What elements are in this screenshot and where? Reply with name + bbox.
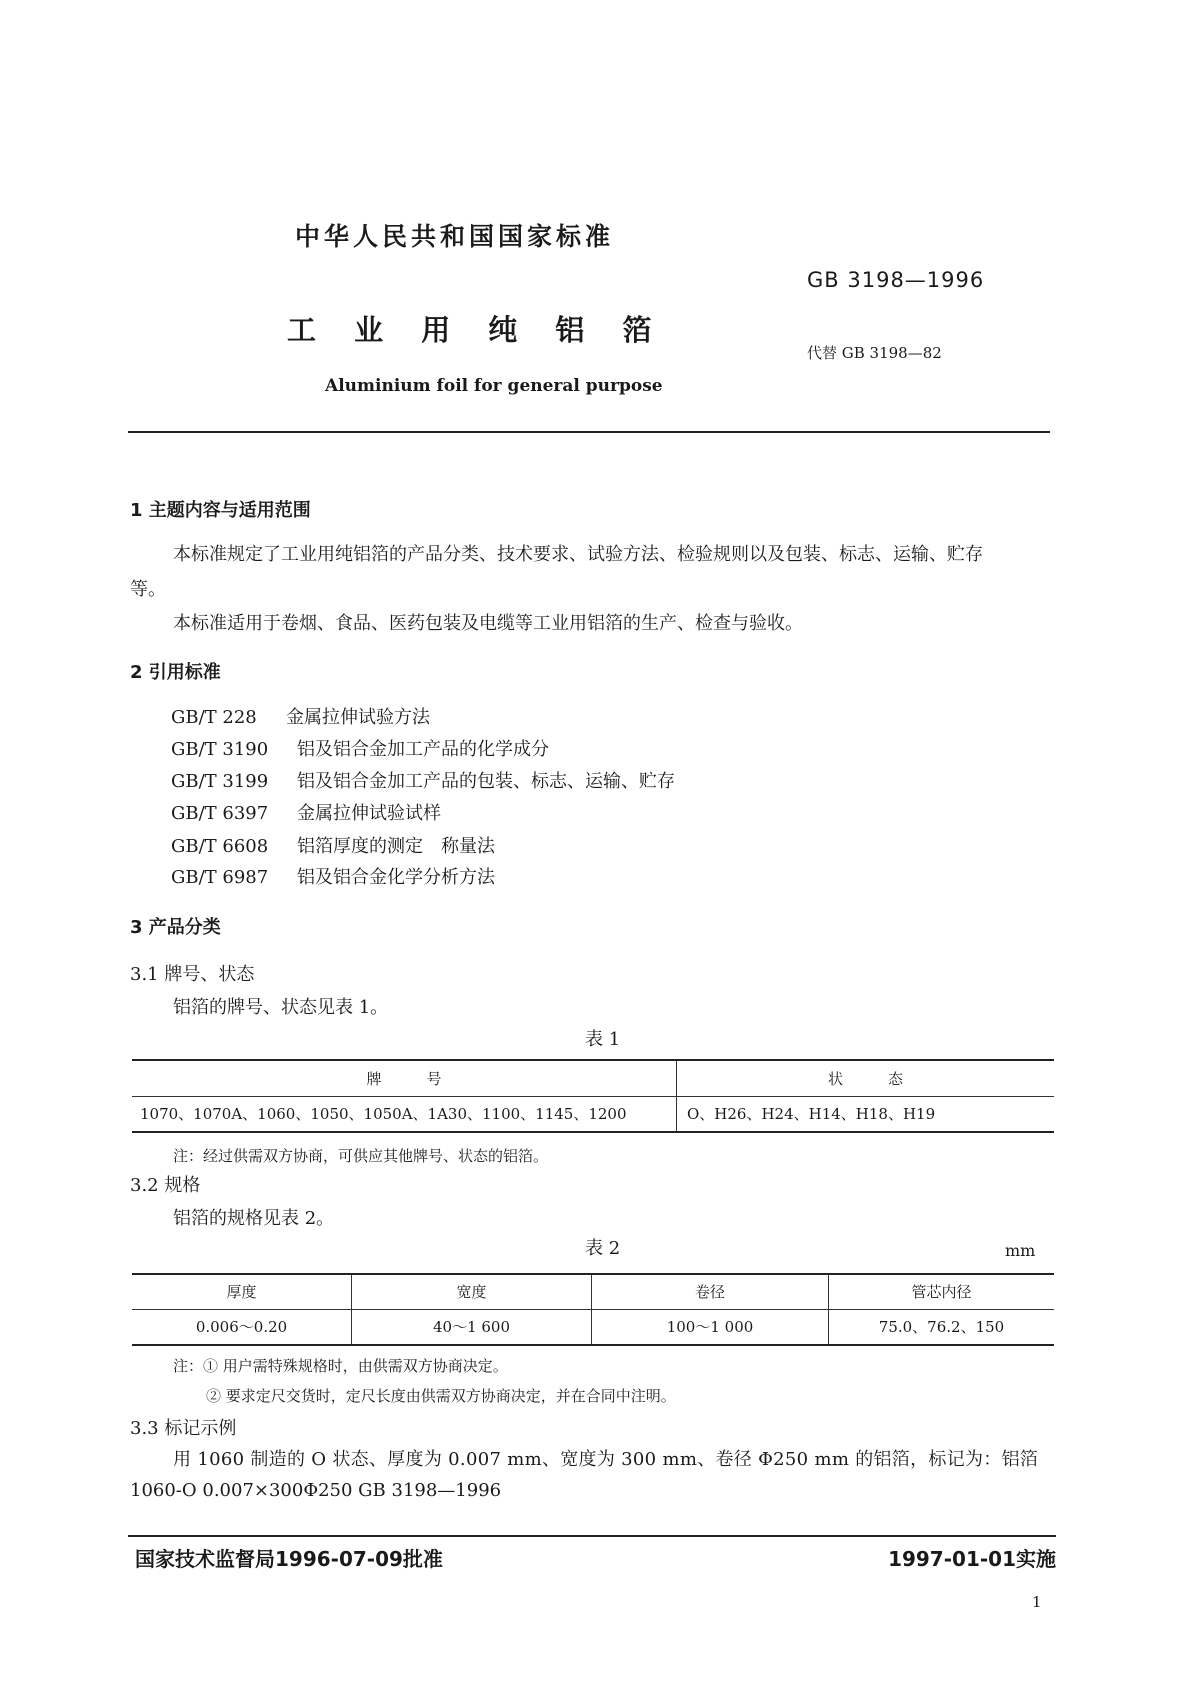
table-header: 状 态 <box>677 1060 1055 1096</box>
table-cell: O、H26、H24、H14、H18、H19 <box>677 1096 1055 1132</box>
header-rule <box>128 431 1050 433</box>
national-standard-heading: 中华人民共和国国家标准 <box>295 222 615 251</box>
table-2-note: 注：① 用户需特殊规格时，由供需双方协商决定。 <box>173 1357 508 1375</box>
subsection-3-3: 3.3 标记示例 <box>130 1418 237 1439</box>
page-number: 1 <box>1032 1593 1042 1611</box>
reference-code: GB/T 228 <box>171 707 257 728</box>
paragraph-cont: 1060-O 0.007×300Φ250 GB 3198—1996 <box>130 1480 502 1501</box>
title-cn: 工 业 用 纯 铝 箔 <box>287 313 666 347</box>
replaces-note: 代替 GB 3198—82 <box>807 344 942 362</box>
table-cell: 0.006～0.20 <box>195 1318 288 1337</box>
paragraph: 铝箔的牌号、状态见表 1。 <box>173 997 389 1018</box>
reference-code: GB/T 6987 <box>171 867 269 888</box>
table-cell: 100～1 000 <box>592 1309 829 1345</box>
reference-title: 铝及铝合金加工产品的化学成分 <box>297 739 549 760</box>
reference-code: GB/T 3199 <box>171 771 269 792</box>
table-1-note: 注：经过供需双方协商，可供应其他牌号、状态的铝箔。 <box>173 1147 549 1165</box>
paragraph: 铝箔的规格见表 2。 <box>173 1208 335 1229</box>
title-en: Aluminium foil for general purpose <box>325 376 663 396</box>
standard-code: GB 3198—1996 <box>807 268 985 292</box>
paragraph: 用 1060 制造的 O 状态、厚度为 0.007 mm、宽度为 300 mm、卷径 Φ250 mm 的铝箔，标记为：铝箔 <box>173 1449 1039 1470</box>
table-header: 卷径 <box>592 1274 829 1309</box>
subsection-3-2: 3.2 规格 <box>130 1175 201 1196</box>
paragraph: 本标准适用于卷烟、食品、医药包装及电缆等工业用铝箔的生产、检查与验收。 <box>173 613 803 634</box>
table-2-note: ② 要求定尺交货时，定尺长度由供需双方协商决定，并在合同中注明。 <box>206 1387 676 1405</box>
table-header: 宽度 <box>352 1274 592 1309</box>
table-cell: 75.0、76.2、150 <box>829 1309 1055 1345</box>
approval-date: 国家技术监督局1996-07-09批准 <box>135 1547 443 1571</box>
paragraph-cont: 等。 <box>130 579 166 600</box>
table-cell: 1070、1070A、1060、1050、1050A、1A30、1100、1145、1200 <box>140 1105 627 1124</box>
subsection-3-1: 3.1 牌号、状态 <box>130 964 255 985</box>
table-header: 厚度 <box>226 1283 257 1302</box>
table-header: 管芯内径 <box>829 1274 1055 1309</box>
reference-code: GB/T 3190 <box>171 739 269 760</box>
section-1-heading: 1 主题内容与适用范围 <box>130 500 311 521</box>
effective-date: 1997-01-01实施 <box>888 1547 1056 1571</box>
reference-title: 金属拉伸试验试样 <box>297 803 441 824</box>
reference-title: 铝及铝合金加工产品的包装、标志、运输、贮存 <box>297 771 675 792</box>
table-2-caption: 表 2 <box>585 1238 621 1259</box>
reference-title: 铝箔厚度的测定 称量法 <box>297 836 495 857</box>
table-1-caption: 表 1 <box>585 1029 621 1050</box>
reference-code: GB/T 6608 <box>171 836 269 857</box>
footer-rule <box>128 1535 1056 1537</box>
table-cell: 40～1 600 <box>352 1309 592 1345</box>
table-header: 牌 号 <box>366 1069 442 1088</box>
table-2-unit: mm <box>1005 1241 1036 1260</box>
section-2-heading: 2 引用标准 <box>130 662 221 683</box>
paragraph: 本标准规定了工业用纯铝箔的产品分类、技术要求、试验方法、检验规则以及包装、标志、运输、贮存 <box>173 544 983 565</box>
table-1 <box>132 1059 1054 1133</box>
reference-title: 金属拉伸试验方法 <box>286 707 430 728</box>
table-2 <box>132 1273 1054 1346</box>
reference-title: 铝及铝合金化学分析方法 <box>297 867 495 888</box>
reference-code: GB/T 6397 <box>171 803 269 824</box>
section-3-heading: 3 产品分类 <box>130 917 221 938</box>
